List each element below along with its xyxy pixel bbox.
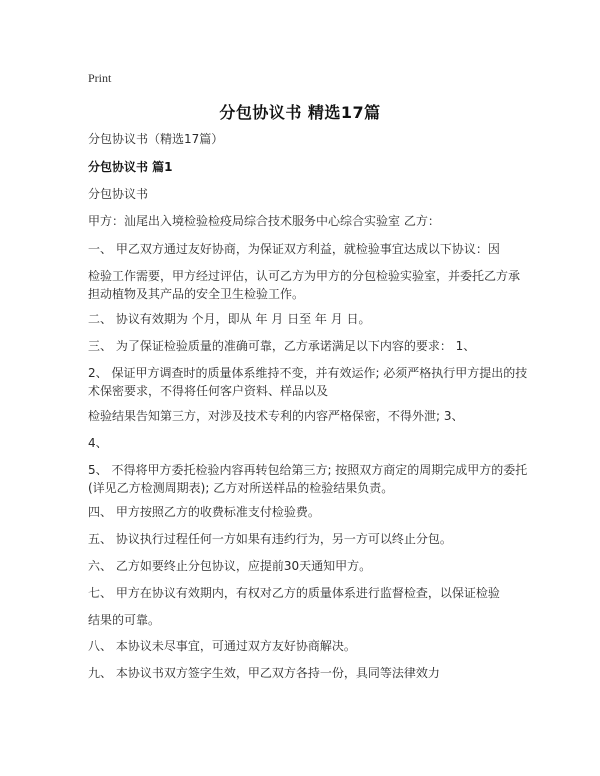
clause-5: 五、 协议执行过程任何一方如果有违约行为，另一方可以终止分包。	[88, 532, 452, 546]
parties-line: 甲方：汕尾出入境检验检疫局综合技术服务中心综合实验室 乙方：	[88, 214, 440, 228]
document-name: 分包协议书	[88, 187, 149, 201]
clause-7-line-1: 七、 甲方在协议有效期内，有权对乙方的质量体系进行监督检查，以保证检验	[88, 586, 500, 600]
clause-3-item-2-cont: 检验结果告知第三方，对涉及技术专利的内容严格保密，不得外泄; 3、	[88, 409, 464, 423]
section-heading: 分包协议书 篇1	[88, 160, 173, 174]
clause-1-line-2: 检验工作需要，甲方经过评估，认可乙方为甲方的分包检验实验室，并委托乙方承担动植物及其产品的安全卫生检验工作。	[88, 269, 521, 301]
clause-3: 三、 为了保证检验质量的准确可靠，乙方承诺满足以下内容的要求： 1、	[88, 339, 476, 353]
clause-9: 九、 本协议书双方签字生效，甲乙双方各持一份，具同等法律效力	[88, 666, 440, 680]
clause-4: 四、 甲方按照乙方的收费标准支付检验费。	[88, 505, 320, 519]
print-label: Print	[88, 71, 112, 85]
document-subtitle: 分包协议书（精选17篇）	[88, 132, 224, 146]
clause-3-item-5: 5、 不得将甲方委托检验内容再转包给第三方; 按照双方商定的周期完成甲方的委托(详见乙方检测周期表); 乙方对所送样品的检验结果负责。	[88, 463, 528, 495]
clause-7-line-2: 结果的可靠。	[88, 613, 161, 627]
clause-8: 八、 本协议未尽事宜，可通过双方友好协商解决。	[88, 639, 356, 653]
clause-1-line-1: 一、 甲乙双方通过友好协商，为保证双方利益，就检验事宜达成以下协议：因	[88, 242, 500, 256]
clause-3-item-2: 2、 保证甲方调查时的质量体系维持不变，并有效运作; 必须严格执行甲方提出的技术保密要求，不得将任何客户资料、样品以及	[88, 366, 528, 398]
clause-6: 六、 乙方如要终止分包协议，应提前30天通知甲方。	[88, 559, 372, 573]
clause-3-item-4: 4、	[88, 436, 108, 450]
clause-2: 二、 协议有效期为 个月，即从 年 月 日至 年 月 日。	[88, 312, 371, 326]
page-title: 分包协议书 精选17篇	[219, 103, 381, 122]
